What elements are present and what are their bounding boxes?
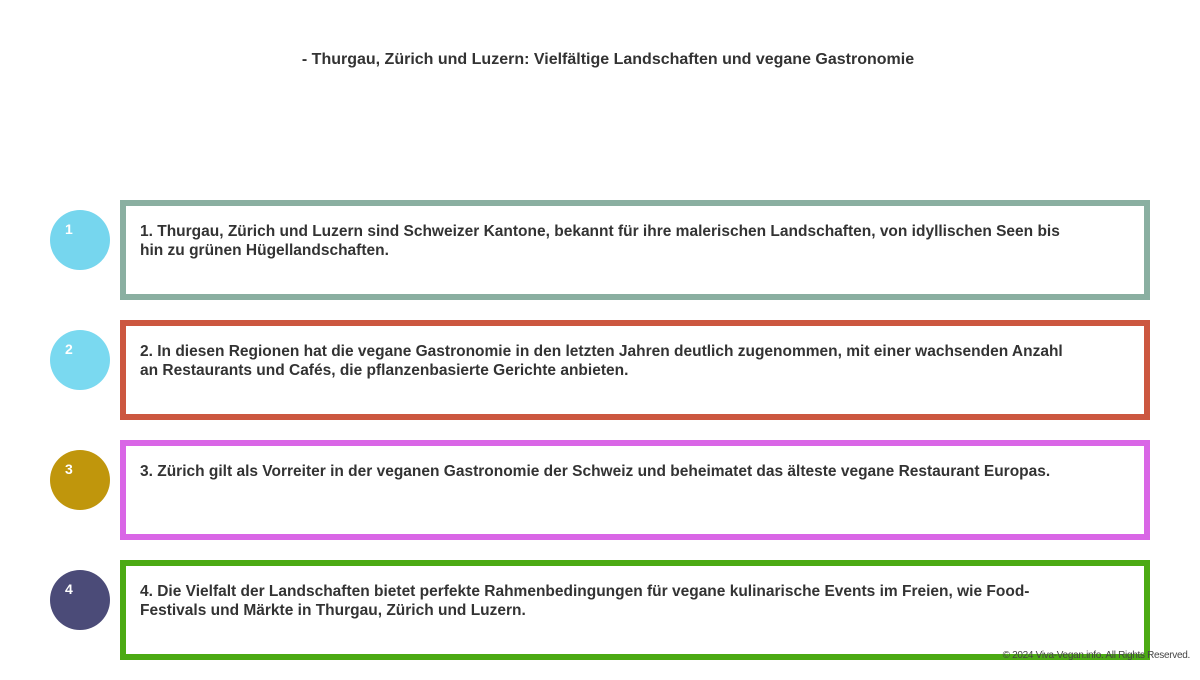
item-box-3 [120,440,1150,540]
item-box-1 [120,200,1150,300]
item-text: 4. Die Vielfalt der Landschaften bietet perfekte Rahmenbedingungen für vegane kulinarische Events im Freien, wie Food-Festivals und Märkte in Thurgau, Zürich und Luzern. [140,583,1030,619]
number-badge-3 [50,450,110,510]
item-box-4 [120,560,1150,660]
badge-number: 4 [65,581,73,597]
item-text: 3. Zürich gilt als Vorreiter in der veganen Gastronomie der Schweiz und beheimatet das älteste vegane Restaurant Europas. [140,463,1051,480]
badge-number: 2 [65,341,73,357]
badge-number: 1 [65,221,73,237]
number-badge-1 [50,210,110,270]
number-badge-4 [50,570,110,630]
item-box-2 [120,320,1150,420]
item-text: 1. Thurgau, Zürich und Luzern sind Schweizer Kantone, bekannt für ihre malerischen Landschaften, von idyllischen Seen bis hin zu grünen Hügellandschaften. [140,223,1060,259]
number-badge-2 [50,330,110,390]
item-text: 2. In diesen Regionen hat die vegane Gastronomie in den letzten Jahren deutlich zugenommen, mit einer wachsenden Anzahl an Restaurants und Cafés, die pflanzenbasierte Gerichte anbieten. [140,343,1063,379]
page-title: - Thurgau, Zürich und Luzern: Vielfältige Landschaften und vegane Gastronomie [301,51,915,68]
copyright-footer: © 2024 Viva-Vegan.info. All Rights Reserved. [1002,650,1190,661]
badge-number: 3 [65,461,73,477]
